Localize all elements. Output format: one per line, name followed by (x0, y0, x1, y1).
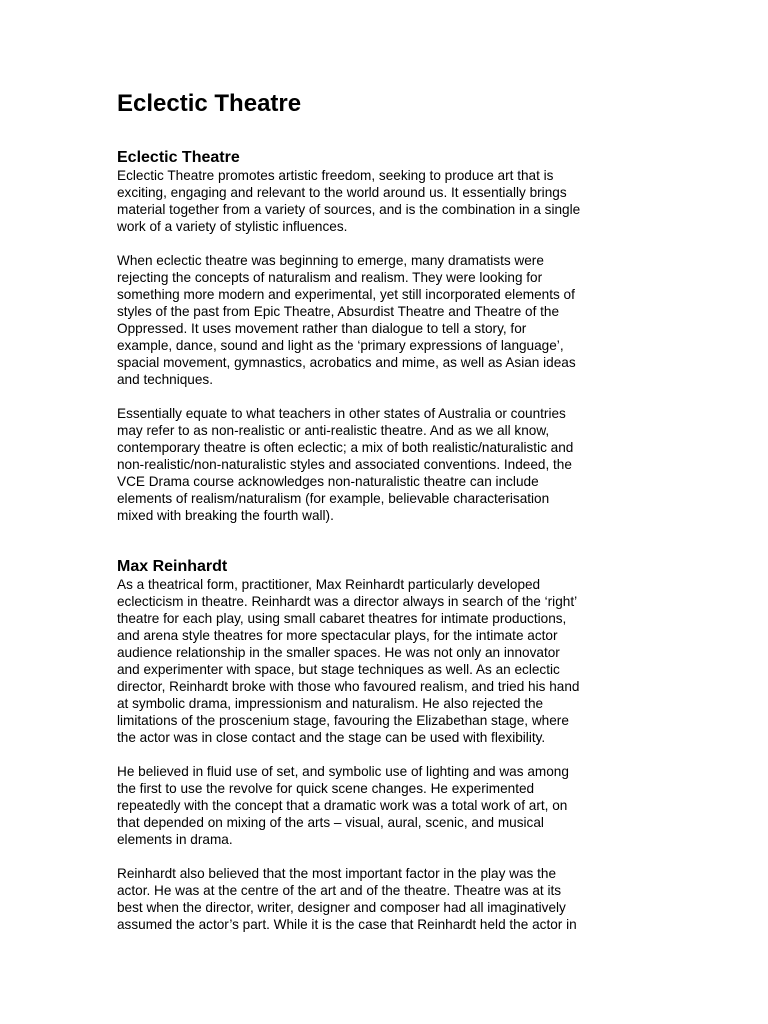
section-heading: Eclectic Theatre (117, 149, 240, 166)
text-line: example, dance, sound and light as the ‘primary expressions of language’, (117, 338, 564, 353)
text-line: may refer to as non-realistic or anti-realistic theatre. And as we all know, (117, 423, 550, 438)
text-line: that depended on mixing of the arts – visual, aural, scenic, and musical (117, 815, 544, 830)
text-line: eclecticism in theatre. Reinhardt was a director always in search of the ‘right’ (117, 594, 578, 609)
text-line: rejecting the concepts of naturalism and realism. They were looking for (117, 270, 543, 285)
text-line: spacial movement, gymnastics, acrobatics and mime, as well as Asian ideas (117, 355, 576, 370)
document-title: Eclectic Theatre (117, 90, 302, 117)
text-line: When eclectic theatre was beginning to emerge, many dramatists were (117, 253, 544, 268)
text-line: actor. He was at the centre of the art and of the theatre. Theatre was at its (117, 883, 562, 898)
text-line: Essentially equate to what teachers in other states of Australia or countries (117, 406, 566, 421)
text-line: material together from a variety of sources, and is the combination in a single (117, 202, 581, 217)
paragraph (117, 252, 647, 388)
paragraph (117, 865, 647, 933)
text-line: contemporary theatre is often eclectic; a mix of both realistic/naturalistic and (117, 440, 574, 455)
text-line: work of a variety of stylistic influences. (117, 219, 348, 234)
paragraph (117, 763, 647, 848)
section-eclectic-theatre (117, 149, 647, 524)
text-line: non-realistic/non-naturalistic styles and associated conventions. Indeed, the (117, 457, 572, 472)
paragraph (117, 405, 647, 524)
text-line: director, Reinhardt broke with those who favoured realism, and tried his hand (117, 679, 580, 694)
text-line: mixed with breaking the fourth wall). (117, 508, 334, 523)
text-line: styles of the past from Epic Theatre, Absurdist Theatre and Theatre of the (117, 304, 560, 319)
paragraph (117, 576, 647, 746)
text-line: at symbolic drama, impressionism and naturalism. He also rejected the (117, 696, 544, 711)
text-line: and arena style theatres for more spectacular plays, for the intimate actor (117, 628, 558, 643)
text-line: elements in drama. (117, 832, 233, 847)
text-line: elements of realism/naturalism (for example, believable characterisation (117, 491, 550, 506)
text-line: Eclectic Theatre promotes artistic freedom, seeking to produce art that is (117, 168, 554, 183)
text-line: and techniques. (117, 372, 213, 387)
text-line: Reinhardt also believed that the most important factor in the play was the (117, 866, 557, 881)
text-line: limitations of the proscenium stage, favouring the Elizabethan stage, where (117, 713, 569, 728)
text-line: As a theatrical form, practitioner, Max Reinhardt particularly developed (117, 577, 541, 592)
text-line: repeatedly with the concept that a dramatic work was a total work of art, on (117, 798, 568, 813)
text-line: He believed in fluid use of set, and symbolic use of lighting and was among (117, 764, 569, 779)
text-line: something more modern and experimental, yet still incorporated elements of (117, 287, 575, 302)
paragraph (117, 167, 647, 235)
section-heading: Max Reinhardt (117, 558, 228, 575)
text-line: the first to use the revolve for quick scene changes. He experimented (117, 781, 535, 796)
text-line: best when the director, writer, designer and composer had all imaginatively (117, 900, 566, 915)
text-line: exciting, engaging and relevant to the world around us. It essentially brings (117, 185, 567, 200)
section-max-reinhardt (117, 558, 647, 933)
text-line: theatre for each play, using small cabaret theatres for intimate productions, (117, 611, 567, 626)
text-line: audience relationship in the smaller spaces. He was not only an innovator (117, 645, 560, 660)
text-line: assumed the actor’s part. While it is the case that Reinhardt held the actor in (117, 917, 577, 932)
text-line: Oppressed. It uses movement rather than dialogue to tell a story, for (117, 321, 527, 336)
text-line: VCE Drama course acknowledges non-naturalistic theatre can include (117, 474, 539, 489)
document-page (117, 88, 647, 933)
text-line: and experimenter with space, but stage techniques as well. As an eclectic (117, 662, 560, 677)
text-line: the actor was in close contact and the stage can be used with flexibility. (117, 730, 546, 745)
